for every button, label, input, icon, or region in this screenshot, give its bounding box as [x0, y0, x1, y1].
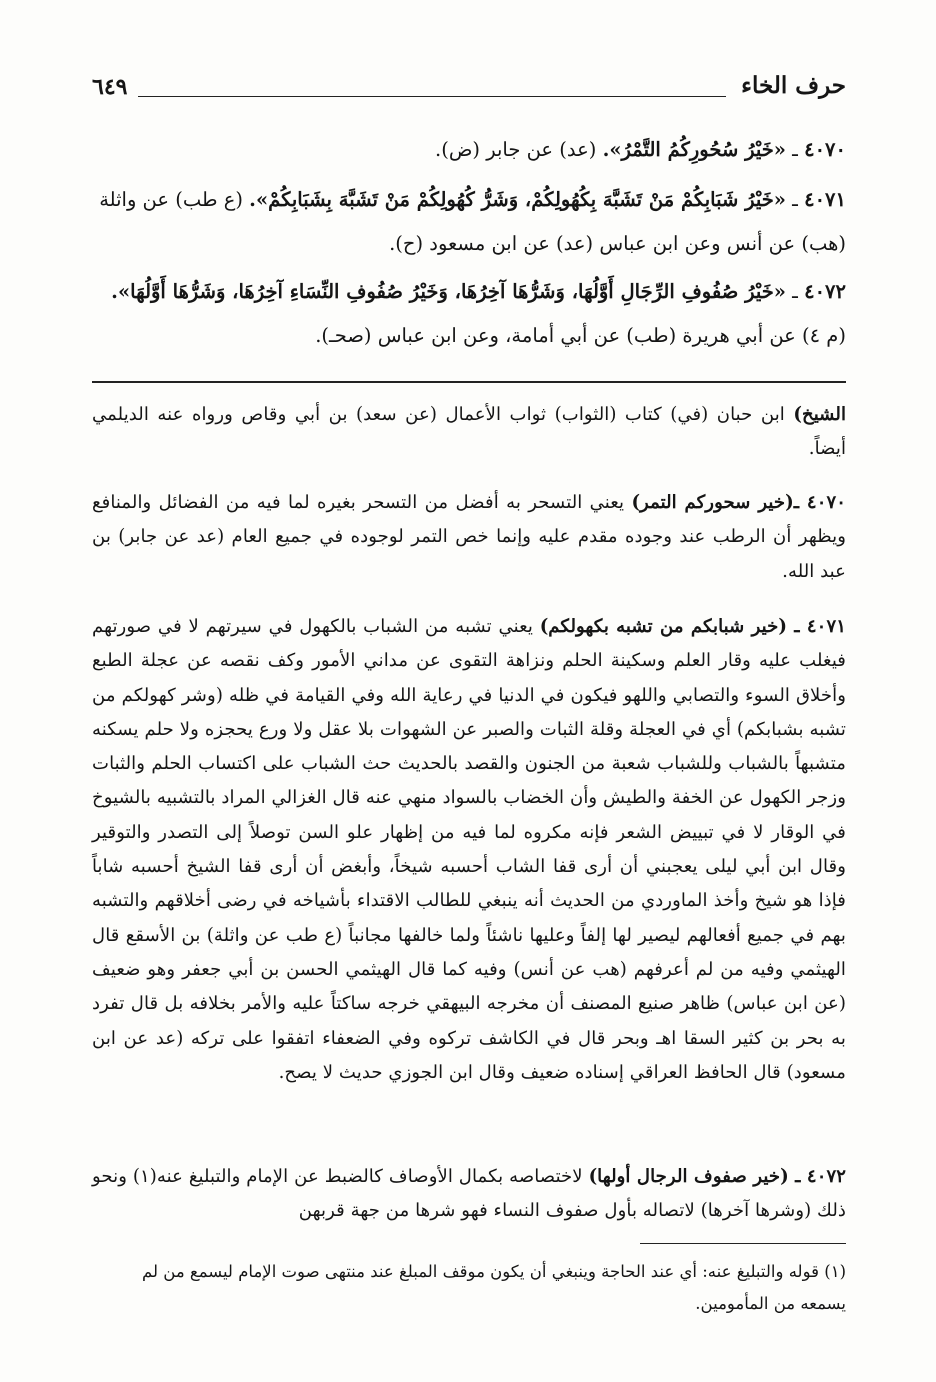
footnote: (١) قوله والتبليغ عنه: أي عند الحاجة وينبغي أن يكون موقف المبلغ عند منتهى صوت الإمام ليسمع من لم يسمعه من المأمومين. [142, 1262, 846, 1313]
header-rule [138, 96, 726, 97]
page-header [92, 72, 846, 108]
hadith-source: (عد) عن جابر (ض). [435, 138, 597, 161]
section-separator [92, 381, 846, 383]
hadith-4072: ٤٠٧٢ ـ «خَيْرُ صُفُوفِ الرِّجَالِ أَوَّلُهَا، وَشَرُّهَا آخِرُهَا، وَخَيْرُ صُفُوفِ النِّسَاءِ آخِرُهَا، وَشَرُّهَا أَوَّلُهَا». (م ٤) عن أبي هريرة (طب) عن أبي أمامة، وعن ابن عباس (صحـ). [111, 280, 846, 347]
commentary-lead: ٤٠٧٠ ـ(خير سحوركم التمر) [631, 492, 846, 513]
hadith-text: «خَيْرُ سُحُورِكُمُ التَّمْرُ». [602, 138, 786, 161]
commentary-lead: ٤٠٧٢ ـ (خير صفوف الرجال أولها) [588, 1166, 846, 1187]
commentary-4072 [92, 1160, 846, 1229]
hadith-text: «خَيْرُ شَبَابِكُمْ مَنْ تَشَبَّهَ بِكُهُولِكُمْ، وَشَرُّ كُهُولِكُمْ مَنْ تَشَبَّهَ بِشَبَابِكُمْ». [249, 188, 786, 211]
hadith-number: ٤٠٧١ [804, 188, 846, 211]
chapter-title: حرف الخاء [741, 72, 846, 99]
hadith-number: ٤٠٧٢ [804, 280, 846, 303]
commentary-text: يعني التسحر به أفضل من التسحر بغيره لما فيه من الفضائل والمنافع ويظهر أن الرطب عند وجوده مقدم عليه وإنما خص التمر لوجوده في جميع العام (عد عن جابر) بن عبد الله. [92, 492, 846, 582]
commentary-text: يعني تشبه من الشباب بالكهول في سيرتهم لا في صورتهم فيغلب عليه وقار العلم وسكينة الحلم ونزاهة التقوى عن مداني الأمور وكف نقصه عن عجلة الطبع وأخلاق السوء والتصابي واللهو فيكون في الدنيا في رعاية الله وفي القيامة في ظله (وشر كهولكم من تشبه بشبابكم) أي في العجلة وقلة الثبات والصبر عن الشهوات بلا عقل ولا ورع يحجزه ولا حلم يسكنه متشبهاً بالشباب وللشباب شعبة من الجنون والقصد بالحديث حث الشباب على اكتساب الحلم والثبات وزجر الكهول عن الخفة والطيش وأن الخضاب بالسواد منهي عنه قال الغزالي المراد بالتشبيه بالشيوخ في الوقار لا في تبييض الشعر فإنه مكروه لما فيه من إظهار علو السن توصلاً إلى التصدر والتوقير وقال ابن أبي ليلى يعجبني أن أرى قفا الشاب أحسبه شيخاً، وأبغض أن أرى قفا الشيخ أحسبه شاباً فإذا هو شيخ وأخذ الماوردي من الحديث أنه ينبغي للطالب الاقتداء بأشياخه في رضى أخلاقهم والتشبه بهم في جميع أفعالهم ليصير لها إلفاً وعليها ناشئاً ولما خالفها مجانباً (ع طب عن واثلة) بن الأسقع قال الهيثمي وفيه من لم أعرفهم (هب عن أنس) وفيه كما قال الهيثمي الحسن بن أبي جعفر وهو ضعيف (عن ابن عباس) ظاهر صنيع المصنف أن مخرجه البيهقي خرجه ساكتاً عليه والأمر بخلافه بل قال تفرد به بحر بن كثير السقا اهـ وبحر قال في الكاشف تركوه وفي الضعفاء اتفقوا على تركه (عد عن ابن مسعود) قال الحافظ العراقي إسناده ضعيف وقال ابن الجوزي حديث لا يصح. [92, 616, 846, 1083]
commentary-lead: ٤٠٧١ ـ (خير شبابكم من تشبه بكهولكم) [539, 616, 846, 637]
commentary-4071 [92, 610, 846, 1090]
commentary-text: لاختصاصه بكمال الأوصاف كالضبط عن الإمام والتبليغ عنه(١) ونحو ذلك (وشرها آخرها) لاتصاله بأول صفوف النساء فهو شرها من جهة قربهن [92, 1166, 846, 1222]
commentary-intro [92, 398, 846, 467]
commentary-text: ابن حبان (في) كتاب (الثواب) ثواب الأعمال (عن سعد) بن أبي وقاص ورواه عنه الديلمي أيضاً. [92, 404, 846, 460]
hadith-source: (ع طب) عن واثلة (هب) عن أنس وعن ابن عباس (عد) عن ابن مسعود (ح). [99, 188, 846, 255]
hadith-text: «خَيْرُ صُفُوفِ الرِّجَالِ أَوَّلُهَا، وَشَرُّهَا آخِرُهَا، وَخَيْرُ صُفُوفِ النِّسَاءِ آخِرُهَا، وَشَرُّهَا أَوَّلُهَا». [111, 280, 786, 303]
page-number: ٦٤٩ [92, 74, 128, 100]
hadith-number: ٤٠٧٠ [804, 138, 846, 161]
hadith-4070: ٤٠٧٠ ـ «خَيْرُ سُحُورِكُمُ التَّمْرُ». (عد) عن جابر (ض). [435, 138, 846, 161]
footnote-separator [640, 1243, 846, 1244]
hadith-source: (م ٤) عن أبي هريرة (طب) عن أبي أمامة، وعن ابن عباس (صحـ). [315, 324, 846, 347]
commentary-4070 [92, 486, 846, 589]
commentary-lead: الشيخ) [793, 404, 846, 425]
hadith-4071: ٤٠٧١ ـ «خَيْرُ شَبَابِكُمْ مَنْ تَشَبَّهَ بِكُهُولِكُمْ، وَشَرُّ كُهُولِكُمْ مَنْ تَشَبَّهَ بِشَبَابِكُمْ». (ع طب) عن واثلة (هب) عن أنس وعن ابن عباس (عد) عن ابن مسعود (ح). [99, 188, 846, 255]
